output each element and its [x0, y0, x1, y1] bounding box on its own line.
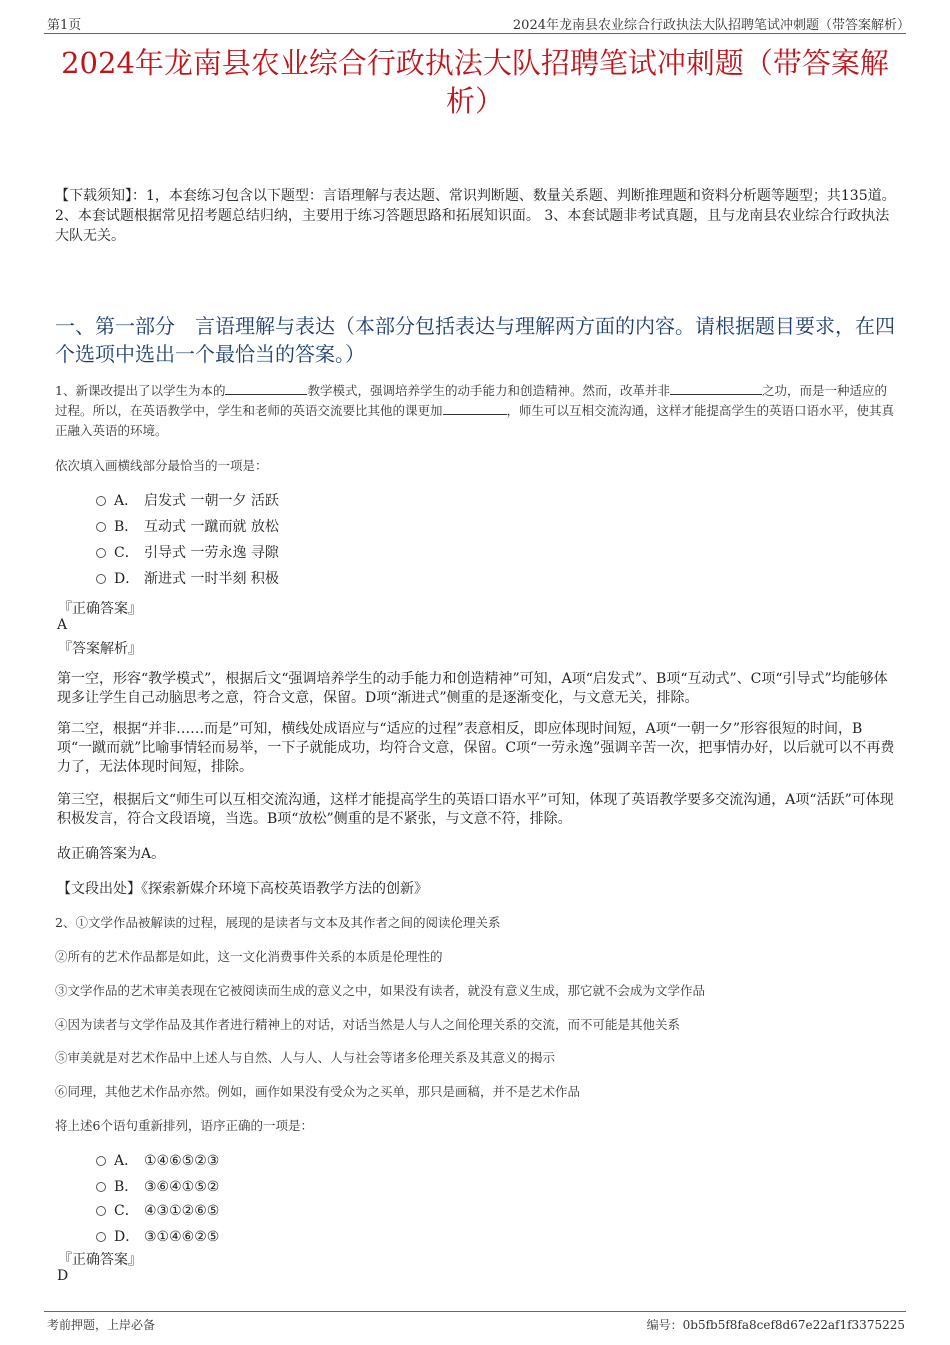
radio-icon[interactable] [96, 1156, 106, 1166]
fill-blank-2 [670, 382, 762, 395]
footer-divider [44, 1311, 906, 1312]
q1-answer-tag: 『正确答案』 [58, 601, 142, 617]
download-notice: 【下载须知】：1，本套练习包含以下题型：言语理解与表达题、常识判断题、数量关系题、判断推理题和资料分析题等题型；共135道。 2、本套试题根据常见招考题总结归纳，主要用于练习答题思路和拓展知识面。 3、本套试题非考试真题，且与龙南县农业综合行政执法大队无关。 [55, 188, 896, 244]
header-divider [44, 33, 906, 34]
q1-option-a[interactable]: A． 启发式 一朝一夕 活跃 [96, 491, 279, 511]
fill-blank-3 [443, 402, 507, 415]
analysis-paragraph-3: 第三空，根据后文“师生可以互相交流沟通，这样才能提高学生的英语口语水平”可知，体现了英语教学要多交流沟通，A项“活跃”可体现积极发言，符合文段语境，当选。B项“放松”侧重的是不紧张，与文意不符，排除。 [57, 792, 894, 827]
q2-item-2: ②所有的艺术作品都是如此，这一文化消费事件关系的本质是伦理性的 [55, 949, 443, 964]
stem-part-d: ，师生可以互相交流沟通，这样才能提高学生的英语口语水平，使其真正融入英语的环境。 [55, 403, 895, 438]
q2-answer: D [57, 1268, 69, 1284]
q1-option-c[interactable]: C． 引导式 一劳永逸 寻隙 [96, 543, 279, 563]
q2-option-d[interactable]: D． ③①④⑥②⑤ [96, 1227, 219, 1247]
q2-option-a[interactable]: A． ①④⑥⑤②③ [96, 1151, 219, 1171]
question-1-prompt: 依次填入画横线部分最恰当的一项是： [55, 458, 268, 473]
q1-option-d[interactable]: D． 渐进式 一时半刻 积极 [96, 569, 279, 589]
q2-item-5: ⑤审美就是对艺术作品中上述人与自然、人与人、人与社会等诸多伦理关系及其意义的揭示 [55, 1050, 556, 1065]
radio-icon[interactable] [96, 574, 106, 584]
analysis-conclusion: 故正确答案为A。 [57, 846, 166, 862]
radio-icon[interactable] [96, 496, 106, 506]
stem-part-a: 1、新课改提出了以学生为本的 [55, 383, 226, 398]
radio-icon[interactable] [96, 548, 106, 558]
fill-blank-1 [225, 382, 307, 395]
radio-icon[interactable] [96, 522, 106, 532]
section-heading: 一、第一部分 言语理解与表达（本部分包括表达与理解两方面的内容。请根据题目要求，在四个选项中选出一个最恰当的答案。） [55, 314, 895, 366]
q2-item-1: 2、①文学作品被解读的过程，展现的是读者与文本及其作者之间的阅读伦理关系 [55, 915, 501, 930]
analysis-paragraph-2: 第二空，根据“并非……而是”可知，横线处成语应与“适应的过程”表意相反，即应体现时间短，A项“一朝一夕”形容很短的时间，B项“一蹴而就”比喻事情轻而易举，一下子就能成功，均符合文意，保留。C项“一劳永逸”强调辛苦一次，把事情办好，以后就可以不再费力了，无法体现时间短，排除。 [57, 721, 895, 775]
radio-icon[interactable] [96, 1206, 106, 1216]
footer-doc-id: 编号：0b5fb5f8fa8cef8d67e22af1f3375225 [646, 1318, 905, 1332]
q2-prompt: 将上述6个语句重新排列，语序正确的一项是： [55, 1118, 313, 1133]
footer-slogan: 考前押题，上岸必备 [47, 1318, 156, 1332]
page-number: 第1页 [47, 18, 82, 33]
question-1-stem [55, 381, 895, 441]
q1-answer: A [57, 617, 68, 633]
analysis-paragraph-1: 第一空，形容“教学模式”，根据后文“强调培养学生的动手能力和创造精神”可知，A项“启发式”、B项“互动式”、C项“引导式”均能够体现多让学生自己动脑思考之意，符合文意，保留。D项“渐进式”侧重的是逐渐变化，与文意无关，排除。 [57, 671, 888, 706]
radio-icon[interactable] [96, 1182, 106, 1192]
q1-option-b[interactable]: B． 互动式 一蹴而就 放松 [96, 517, 279, 537]
header-doc-title: 2024年龙南县农业综合行政执法大队招聘笔试冲刺题（带答案解析） [512, 18, 910, 33]
radio-icon[interactable] [96, 1232, 106, 1242]
q2-answer-tag: 『正确答案』 [58, 1252, 142, 1268]
q2-option-b[interactable]: B． ③⑥④①⑤② [96, 1177, 219, 1197]
q2-item-6: ⑥同理，其他艺术作品亦然。例如，画作如果没有受众为之买单，那只是画稿，并不是艺术作品 [55, 1084, 581, 1099]
page-title: 2024年龙南县农业综合行政执法大队招聘笔试冲刺题（带答案解析） [61, 46, 889, 118]
q2-item-4: ④因为读者与文学作品及其作者进行精神上的对话，对话当然是人与人之间伦理关系的交流，而不可能是其他关系 [55, 1017, 681, 1032]
stem-part-b: 教学模式，强调培养学生的动手能力和创造精神。然而，改革并非 [307, 383, 670, 398]
q1-source: 【文段出处】《探索新媒介环境下高校英语教学方法的创新》 [57, 881, 428, 897]
q1-analysis-tag: 『答案解析』 [58, 641, 142, 657]
q2-option-c[interactable]: C． ④③①②⑥⑤ [96, 1201, 219, 1221]
q2-item-3: ③文学作品的艺术审美表现在它被阅读而生成的意义之中，如果没有读者，就没有意义生成，那它就不会成为文学作品 [55, 983, 706, 998]
stem-part-c: 之功，而是一种适应的过程。所以，在英语教学中，学生和老师的英语交流要比其他的课更加 [55, 383, 887, 418]
